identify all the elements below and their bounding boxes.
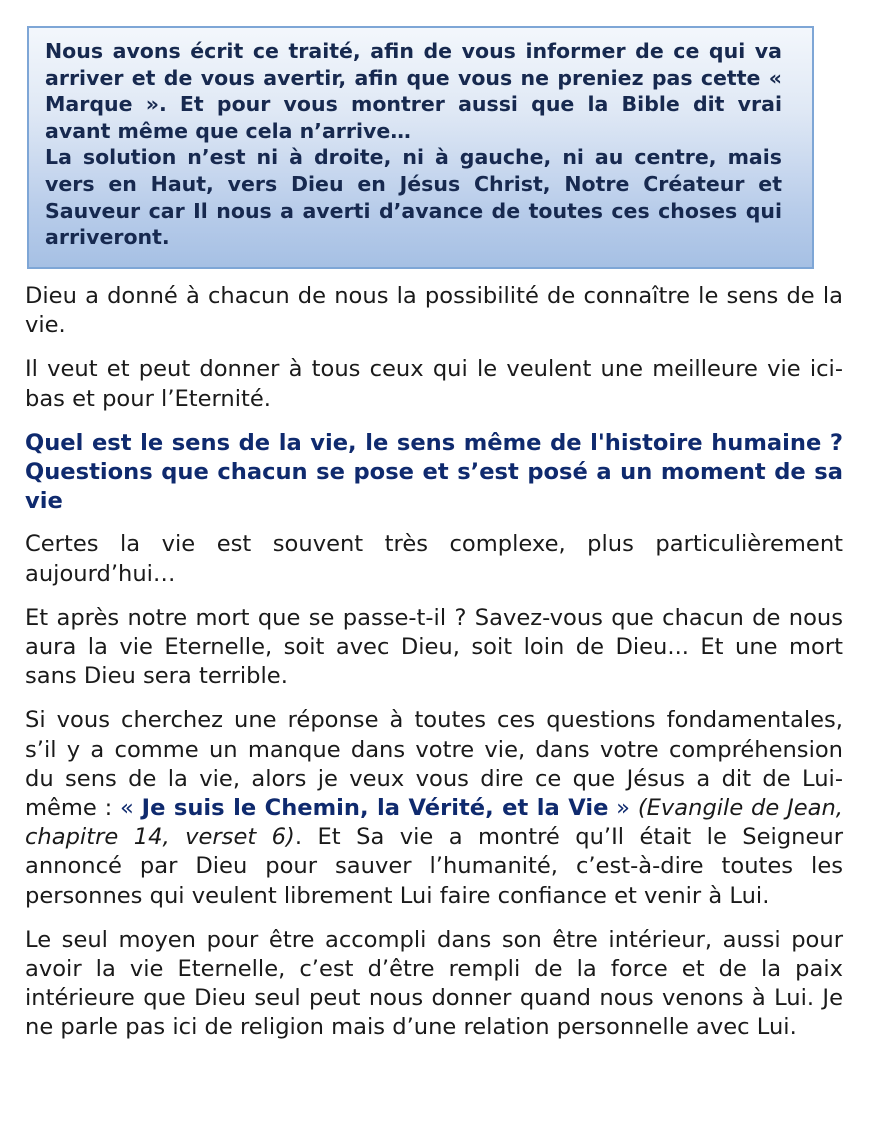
bible-reference: (Evangile de Jean, chapitre 14, verset 6) <box>25 795 843 851</box>
close-guillemet: » <box>608 795 631 822</box>
body-paragraph-with-quote <box>25 706 843 910</box>
paragraph-intro: Si vous cherchez une réponse à toutes ces questions fondamentales, s’il y a comme un manque dans votre vie, dans votre compréhension du sens de la vie, alors je veux vous dire ce que Jésus a dit de Lui-même : <box>25 707 843 822</box>
body-paragraph: Certes la vie est souvent très complexe, plus particulièrement aujourd’hui… <box>25 531 843 587</box>
open-guillemet: « <box>120 795 142 822</box>
paragraph-rest: . Et Sa vie a montré qu’Il était le Seigneur annoncé par Dieu pour sauver l’humanité, c’est-à-dire toutes les personnes qui veulent librement Lui faire confiance et venir à Lui. <box>25 824 843 909</box>
warning-callout-box <box>27 26 814 269</box>
section-heading: Quel est le sens de la vie, le sens même de l'histoire humaine ? Questions que chacun se pose et s’est posé a un moment de sa vie <box>25 429 843 515</box>
callout-paragraph: Nous avons écrit ce traité, afin de vous informer de ce qui va arriver et de vous avertir, afin que vous ne preniez pas cette « Marque ». Et pour vous montrer aussi que la Bible dit vrai avant même que cela n’arrive… <box>45 39 782 143</box>
callout-paragraph: La solution n’est ni à droite, ni à gauche, ni au centre, mais vers en Haut, vers Dieu en Jésus Christ, Notre Créateur et Sauveur car Il nous a averti d’avance de toutes ces choses qui arriveront. <box>45 145 782 250</box>
spacer <box>630 795 638 821</box>
jesus-quote: Je suis le Chemin, la Vérité, et la Vie <box>141 795 609 822</box>
body-paragraph: Il veut et peut donner à tous ceux qui le veulent une meilleure vie ici-bas et pour l’Eternité. <box>25 356 843 412</box>
body-paragraph: Et après notre mort que se passe-t-il ? Savez-vous que chacun de nous aura la vie Eternelle, soit avec Dieu, soit loin de Dieu... Et une mort sans Dieu sera terrible. <box>25 604 843 690</box>
document-body <box>25 282 843 1043</box>
body-paragraph: Dieu a donné à chacun de nous la possibilité de connaître le sens de la vie. <box>25 283 843 339</box>
body-paragraph: Le seul moyen pour être accompli dans son être intérieur, aussi pour avoir la vie Eternelle, c’est d’être rempli de la force et de la paix intérieure que Dieu seul peut nous donner quand nous venons à Lui. Je ne parle pas ici de religion mais d’une relation personnelle avec Lui. <box>25 926 843 1041</box>
